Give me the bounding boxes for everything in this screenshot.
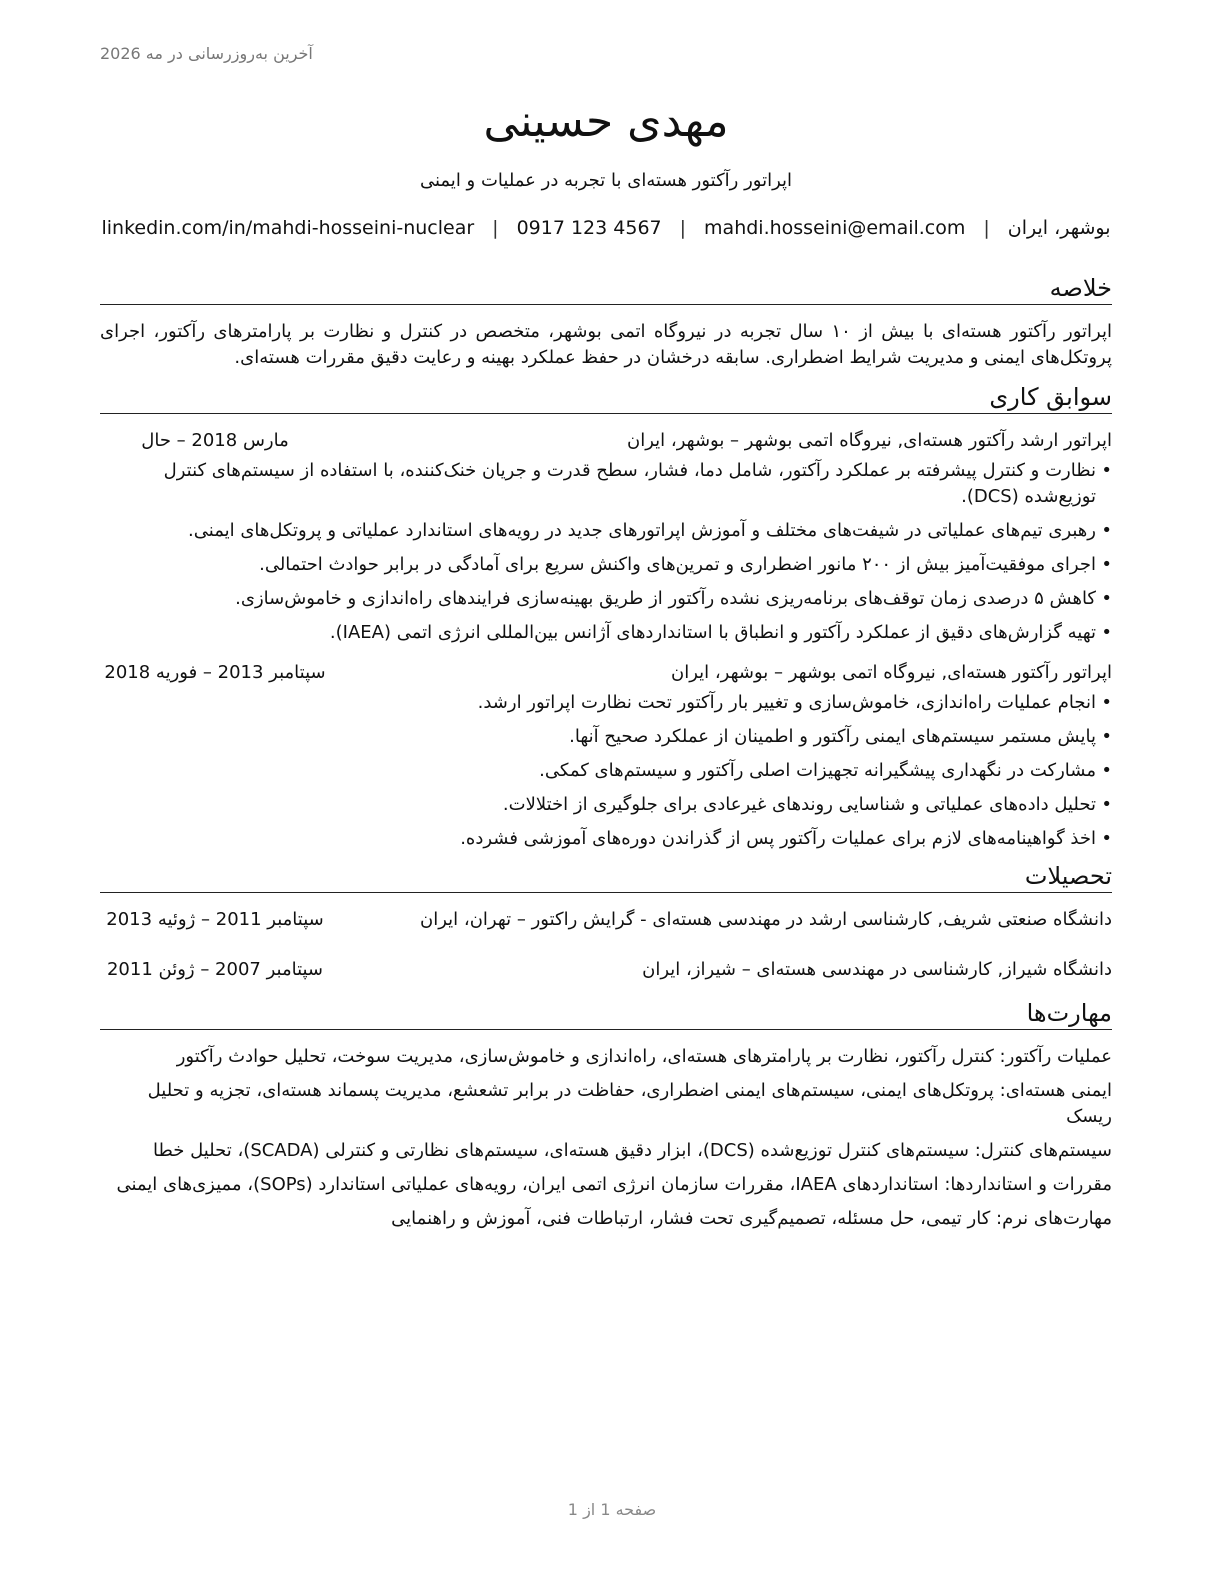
contact-linkedin[interactable]: linkedin.com/in/mahdi-hosseini-nuclear — [101, 217, 475, 239]
job-bullet: • اجرای موفقیت‌آمیز بیش از ۲۰۰ مانور اضطراری و تمرین‌های واکنش سریع برای آمادگی در برابر حوادث احتمالی. — [100, 552, 1112, 578]
summary-text: اپراتور رآکتور هسته‌ای با بیش از ۱۰ سال تجربه در نیروگاه اتمی بوشهر، متخصص در کنترل و نظارت بر پارامترهای رآکتور، اجرای پروتکل‌های ایمنی و مدیریت شرایط اضطراری. سابقه درخشان در حفظ عملکرد بهینه و رعایت دقیق مقررات هسته‌ای. — [100, 321, 1113, 368]
job-bullet: • انجام عملیات راه‌اندازی، خاموش‌سازی و تغییر بار رآکتور تحت نظارت اپراتور ارشد. — [100, 690, 1112, 716]
candidate-name: مهدی حسینی — [483, 96, 729, 147]
section-title-education: تحصیلات — [100, 860, 1112, 893]
skill-line: عملیات رآکتور: کنترل رآکتور، نظارت بر پارامترهای هسته‌ای، راه‌اندازی و خاموش‌سازی، مدیریت سوخت، تحلیل حوادث رآکتور — [176, 1046, 1112, 1067]
contact-separator: | — [492, 217, 499, 239]
job-header — [100, 428, 1112, 454]
job-bullet: • تهیه گزارش‌های دقیق از عملکرد رآکتور و انطباق با استانداردهای آژانس بین‌المللی انرژی اتمی (IAEA). — [100, 620, 1112, 646]
skill-line: مهارت‌های نرم: کار تیمی، حل مسئله، تصمیم‌گیری تحت فشار، ارتباطات فنی، آموزش و راهنمایی — [391, 1208, 1112, 1229]
education-title: دانشگاه شیراز, کارشناسی در مهندسی هسته‌ای – شیراز، ایران — [642, 959, 1112, 980]
section-title-summary: خلاصه — [100, 272, 1112, 305]
job-bullets — [100, 690, 1112, 852]
resume-body — [100, 272, 1112, 1240]
job-entry — [100, 660, 1112, 852]
section-title-experience: سوابق کاری — [100, 381, 1112, 414]
contact-phone: 0917 123 4567 — [516, 217, 662, 239]
job-bullet: • مشارکت در نگهداری پیشگیرانه تجهیزات اصلی رآکتور و سیستم‌های کمکی. — [100, 758, 1112, 784]
skill-line: ایمنی هسته‌ای: پروتکل‌های ایمنی، سیستم‌های ایمنی اضطراری، حفاظت در برابر تشعشع، مدیریت پسماند هسته‌ای، تجزیه و تحلیل ریسک — [147, 1080, 1112, 1127]
contact-location: بوشهر، ایران — [1007, 217, 1111, 239]
job-bullet: • پایش مستمر سیستم‌های ایمنی رآکتور و اطمینان از عملکرد صحیح آنها. — [100, 724, 1112, 750]
job-bullet: • نظارت و کنترل پیشرفته بر عملکرد رآکتور، شامل دما، فشار، سطح قدرت و جریان خنک‌کننده، با استفاده از سیستم‌های کنترل توزیع‌شده (DCS). — [100, 458, 1112, 510]
job-bullet: • تحلیل داده‌های عملیاتی و شناسایی روندهای غیرعادی برای جلوگیری از اختلالات. — [100, 792, 1112, 818]
section-title-skills: مهارت‌ها — [100, 997, 1112, 1030]
resume-page — [100, 0, 1112, 1584]
skill-line: سیستم‌های کنترل: سیستم‌های کنترل توزیع‌شده (DCS)، ابزار دقیق هسته‌ای، سیستم‌های نظارتی و کنترلی (SCADA)، تحلیل خطا — [153, 1140, 1112, 1161]
education-date: سپتامبر 2011 – ژوئیه 2013 — [106, 909, 324, 930]
job-date: سپتامبر 2013 – فوریه 2018 — [104, 662, 326, 683]
last-updated: آخرین به‌روزرسانی در مه 2026 — [100, 44, 313, 63]
education-entry — [100, 957, 1112, 983]
job-bullet: • اخذ گواهینامه‌های لازم برای عملیات رآکتور پس از گذراندن دوره‌های آموزشی فشرده. — [100, 826, 1112, 852]
skill-line: مقررات و استانداردها: استانداردهای IAEA، مقررات سازمان انرژی اتمی ایران، رویه‌های عملیاتی استاندارد (SOPs)، ممیزی‌های ایمنی — [116, 1174, 1112, 1195]
job-bullet: • رهبری تیم‌های عملیاتی در شیفت‌های مختلف و آموزش اپراتورهای جدید در رویه‌های استاندارد عملیاتی و پروتکل‌های ایمنی. — [100, 518, 1112, 544]
contact-line — [100, 217, 1112, 239]
contact-separator: | — [679, 217, 687, 239]
education-title: دانشگاه صنعتی شریف, کارشناسی ارشد در مهندسی هسته‌ای - گرایش راکتور – تهران، ایران — [420, 909, 1112, 930]
job-header — [100, 660, 1112, 686]
job-title: اپراتور ارشد رآکتور هسته‌ای, نیروگاه اتمی بوشهر – بوشهر، ایران — [627, 430, 1112, 451]
job-bullets — [100, 458, 1112, 646]
candidate-tagline: اپراتور رآکتور هسته‌ای با تجربه در عملیات و ایمنی — [419, 170, 793, 191]
education-date: سپتامبر 2007 – ژوئن 2011 — [106, 959, 324, 980]
contact-email[interactable]: mahdi.hosseini@email.com — [704, 217, 966, 239]
job-title: اپراتور رآکتور هسته‌ای, نیروگاه اتمی بوشهر – بوشهر، ایران — [670, 662, 1112, 683]
skills-list — [100, 1044, 1112, 1232]
education-entry — [100, 907, 1112, 933]
job-date: مارس 2018 – حال — [141, 430, 289, 451]
contact-separator: | — [983, 217, 990, 239]
page-number: صفحه 1 از 1 — [567, 1500, 657, 1519]
resume-header — [100, 92, 1112, 239]
job-entry — [100, 428, 1112, 646]
job-bullet: • کاهش ۵ درصدی زمان توقف‌های برنامه‌ریزی نشده رآکتور از طریق بهینه‌سازی فرایندهای راه‌اندازی و خاموش‌سازی. — [100, 586, 1112, 612]
